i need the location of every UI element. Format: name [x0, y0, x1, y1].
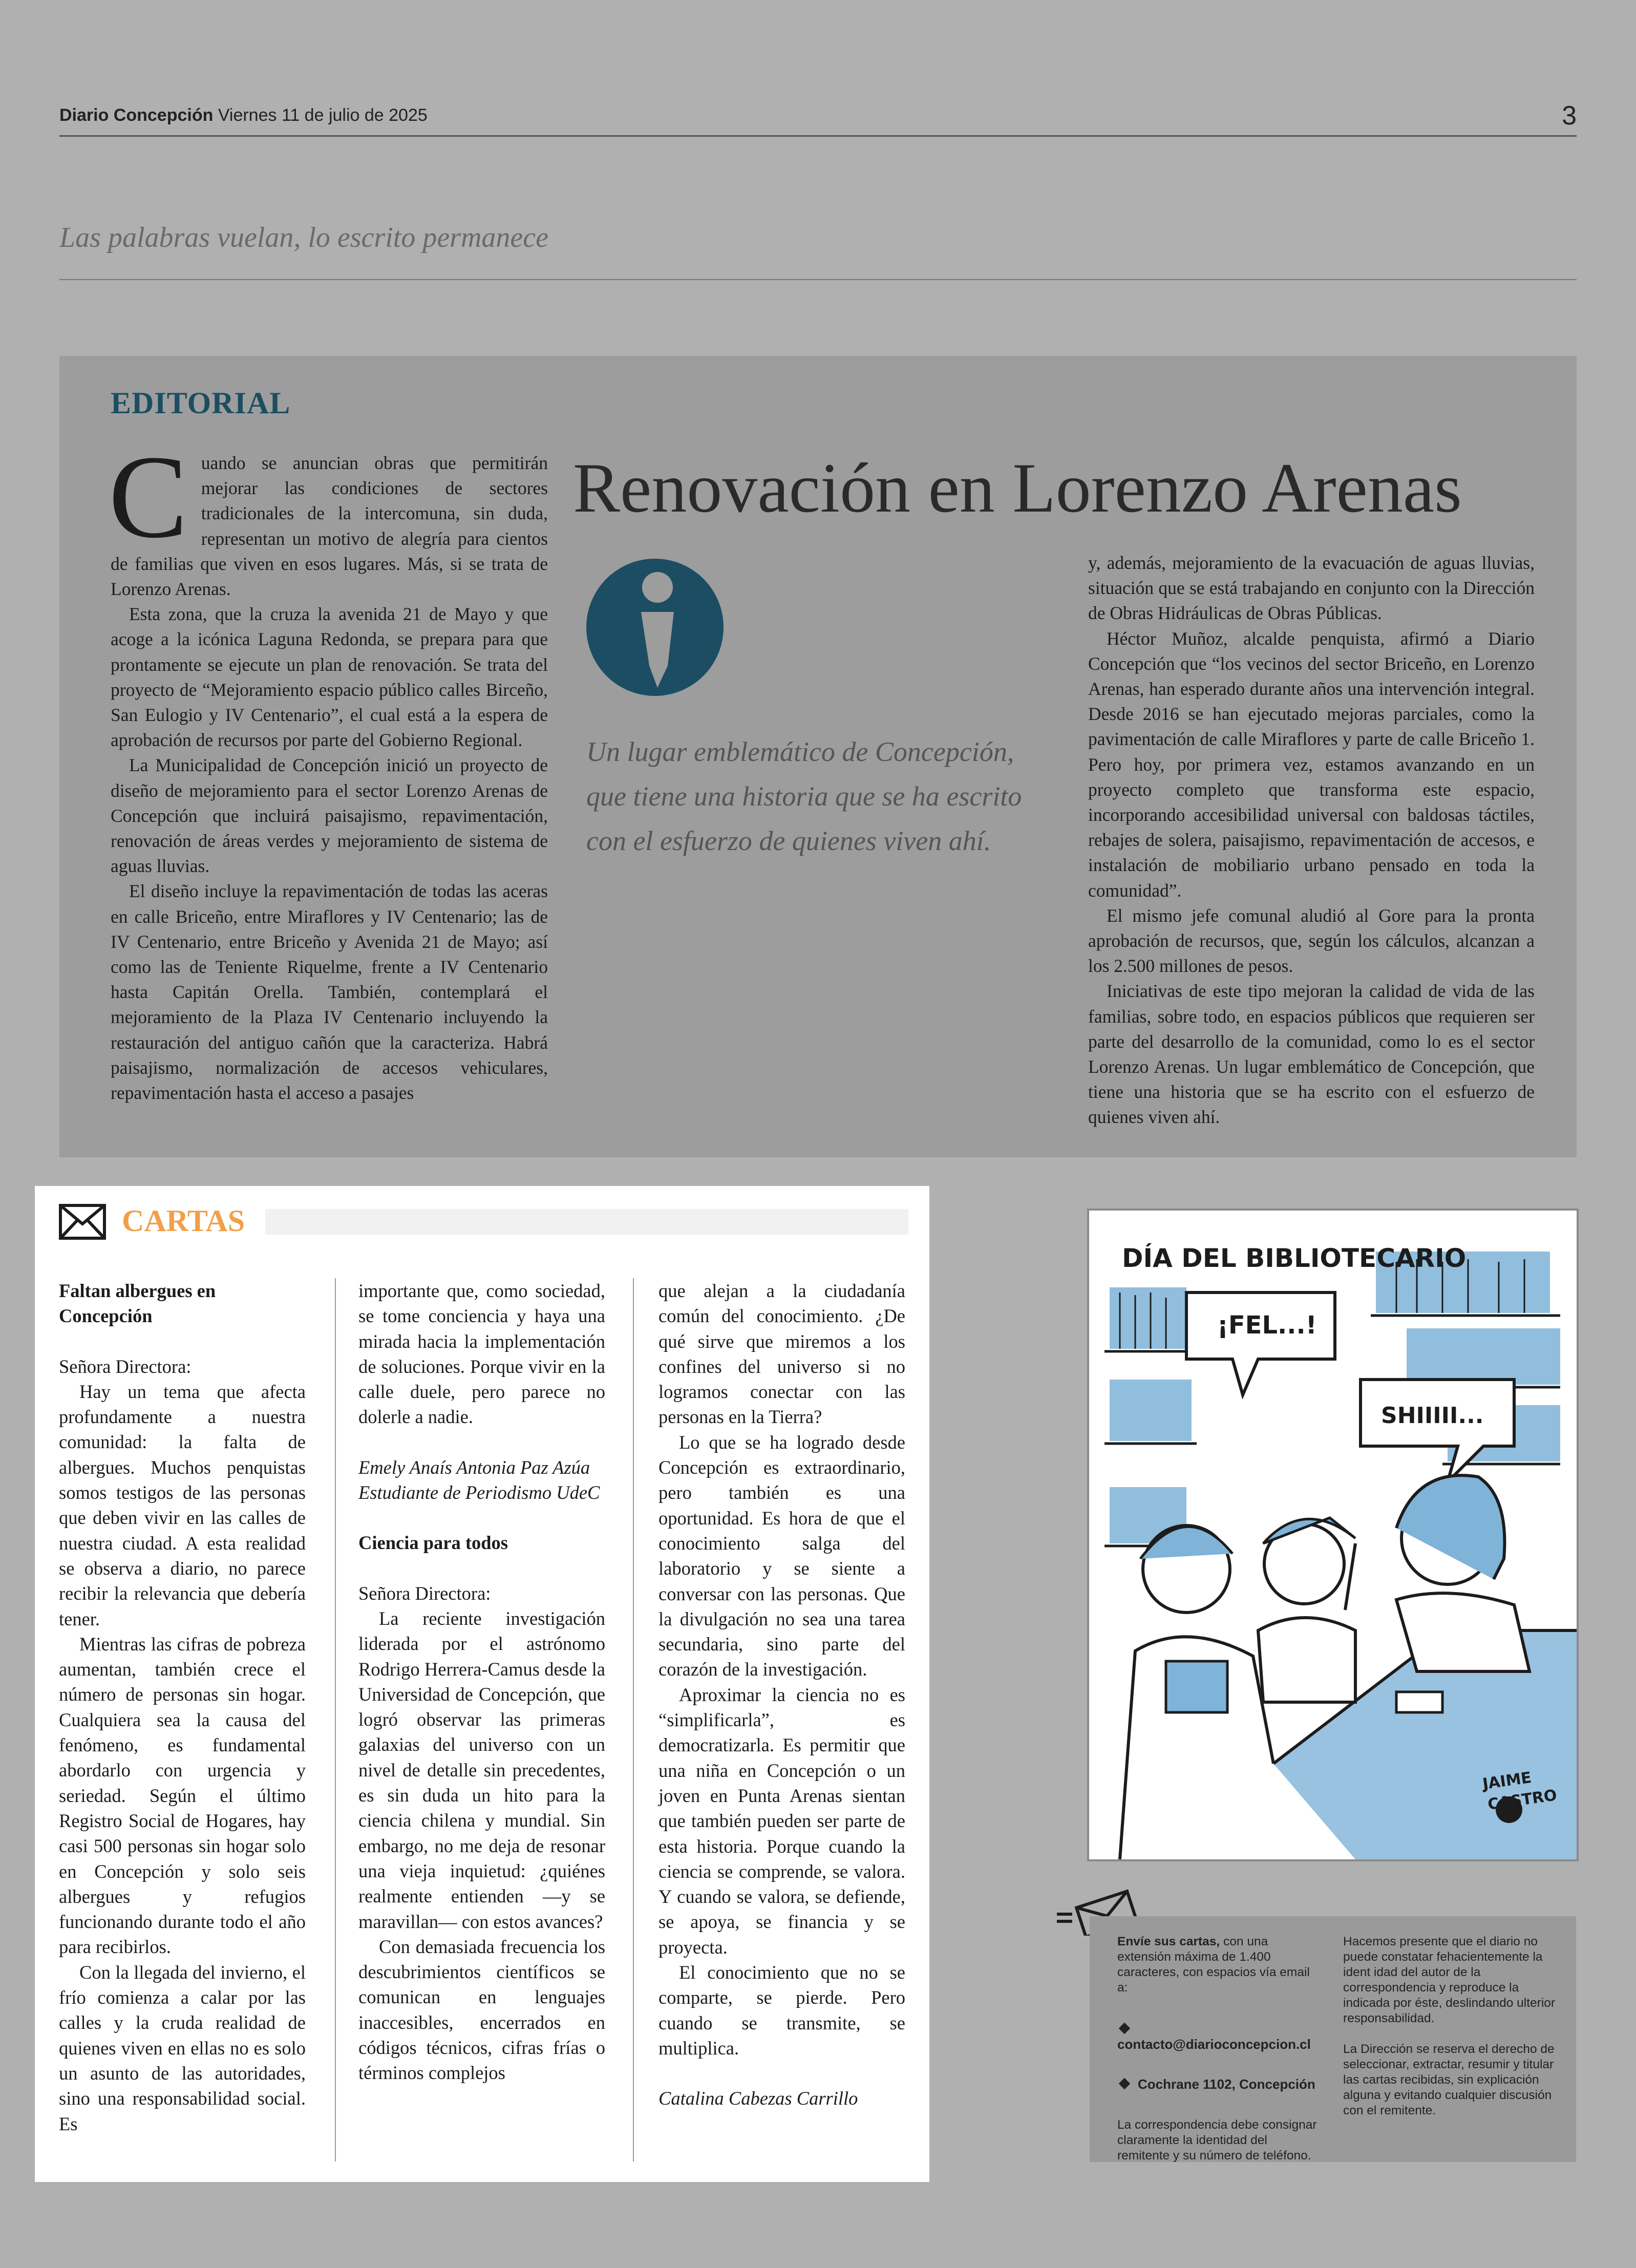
letter-paragraph: Hay un tema que afecta profundamente a nuestra comunidad: la falta de albergues. Muchos penquistas somos testigos de las personas que deben vivir en las calles de nuestra ciudad. A esta realidad se observa a diario, no parece recibir la relevancia que debería tener.	[59, 1381, 306, 1629]
letters-column-1	[59, 1278, 306, 2136]
cartoon-title: DÍA DEL BIBLIOTECARIO	[1122, 1243, 1467, 1273]
section-tagline: Las palabras vuelan, lo escrito permanece	[59, 222, 548, 253]
letter-salutation: Señora Directora:	[59, 1355, 192, 1377]
letters-column-3	[658, 1278, 905, 2111]
send-instructions: Envíe sus cartas, con una extensión máxima de 1.400 caracteres, con espacios vía email a:	[1117, 1935, 1310, 1995]
envelope-icon	[58, 1203, 107, 1240]
letters-info-box	[1090, 1916, 1576, 2162]
page-number: 3	[1562, 101, 1577, 131]
letter-paragraph: Lo que se ha logrado desde Concepción es extraordinario, pero también es una oportunidad. Es hora de que el conocimiento salga del laboratorio y se siente a conversar con las personas. Que la divulgación no sea una tarea secundaria, sino parte del corazón de la investigación.	[658, 1431, 905, 1680]
masthead	[59, 105, 428, 125]
letter-paragraph: El conocimiento que no se comparte, se pierde. Pero cuando se transmite, se multiplica.	[658, 1962, 905, 2059]
issue-date: Viernes 11 de julio de 2025	[218, 105, 428, 125]
editorial-column-1	[109, 431, 548, 1106]
bullet-diamond-icon	[1119, 2078, 1131, 2090]
contact-address: Cochrane 1102, Concepción	[1117, 2076, 1322, 2092]
identity-note: La correspondencia debe consignar claramente la identidad del remitente y su número de teléfono.	[1117, 2118, 1317, 2163]
letter-paragraph: que alejan a la ciudadanía común del conocimiento. ¿De qué sirve que miremos a los confines del universo si no logramos conectar con las personas en la Tierra?	[658, 1280, 905, 1428]
letter-paragraph: Aproximar la ciencia no es “simplificarla”, es democratizarla. Es permitir que una niña en Concepción o un joven en Punta Arenas sientan que también pueden ser parte de esta historia. Porque cuando la ciencia se comprende, se valora. Y cuando se valora, se defiende, se apoya, se financia y se proyecta.	[658, 1684, 905, 1958]
letter-signature-role: Estudiante de Periodismo UdeC	[358, 1482, 600, 1503]
editorial-paragraph: La Municipalidad de Concepción inició un proyecto de diseño de mejoramiento para el sector Lorenzo Arenas de Concepción que incluirá paisajismo, repavimentación, renovación de áreas verdes y mejoramiento de sistema de aguas lluvias.	[111, 755, 548, 877]
header-rule	[59, 135, 1577, 137]
letter-title: Faltan albergues en Concepción	[59, 1280, 216, 1327]
column-divider	[633, 1278, 634, 2161]
disclaimer-paragraph: La Dirección se reserva el derecho de seleccionar, extractar, resumir y titular las cartas recibidas, sin explicación alguna y evitando cualquier discusión con el remitente.	[1343, 2042, 1555, 2117]
letters-column-2	[358, 1278, 605, 2086]
editorial-label: EDITORIAL	[111, 386, 291, 420]
contact-email: contacto@diarioconcepcion.cl	[1117, 2021, 1322, 2052]
editorial-title: Renovación en Lorenzo Arenas	[573, 449, 1462, 527]
drop-cap: C	[109, 431, 188, 563]
tagline-rule	[59, 279, 1577, 280]
editorial-paragraph: Iniciativas de este tipo mejoran la calidad de vida de las familias, sobre todo, en espacios públicos que requieren ser parte del desarrollo de la comunidad, como lo es el sector Lorenzo Arenas. Un lugar emblemático de Concepción, que tiene una historia que se ha escrito con el esfuerzo de quienes viven ahí.	[1088, 981, 1535, 1128]
cartoon-illustration	[1089, 1211, 1577, 1859]
editorial-column-3	[1088, 550, 1535, 1130]
info-right-column	[1343, 1934, 1558, 2118]
brand-name: Diario Concepción	[59, 105, 214, 125]
disclaimer-paragraph: Hacemos presente que el diario no puede constatar fehacientemente la ident idad del autor de la correspondencia y reproduce la indicada por éste, deslindando ulterior responsabilidad.	[1343, 1935, 1556, 2025]
pull-quote: Un lugar emblemático de Concepción, que tiene una historia que se ha escrito con el esfuerzo de quienes viven ahí.	[586, 736, 1022, 856]
editorial-lead: Cuando se anuncian obras que permitirán mejorar las condiciones de sectores tradicionales de la intercomuna, sin duda, representan un motivo de alegría para cientos de familias que viven en esos lugares. Más, si se trata de Lorenzo Arenas.	[109, 431, 548, 600]
cartoon-panel	[1087, 1209, 1579, 1861]
letter-paragraph: importante que, como sociedad, se tome conciencia y haya una mirada hacia la implementación de soluciones. Porque vivir en la calle duele, pero parece no dolerle a nadie.	[358, 1280, 605, 1428]
cartoon-bubble-2: SHIIIII...	[1381, 1403, 1484, 1429]
info-left-column	[1117, 1934, 1322, 2164]
letters-header-bar	[265, 1209, 908, 1235]
letter-paragraph: Con demasiada frecuencia los descubrimientos científicos se comunican en lenguajes inaccesibles, encerrados en códigos técnicos, cifras frías o términos complejos	[358, 1936, 605, 2084]
editorial-paragraph: Esta zona, que la cruza la avenida 21 de Mayo y que acoge a la icónica Laguna Redonda, se prepara para que prontamente se ejecute un plan de renovación. Se trata del proyecto de “Mejoramiento espacio público calles Birceño, San Eulogio y IV Centenario”, el cual está a la espera de aprobación de recursos por parte del Gobierno Regional.	[111, 604, 548, 751]
letter-paragraph: Con la llegada del invierno, el frío comienza a calar por las calles y la cruda realidad de quienes viven en ellas no es solo un asunto de las autoridades, sino una responsabilidad social. Es	[59, 1961, 306, 2134]
letter-signature-name: Emely Anaís Antonia Paz Azúa	[358, 1456, 590, 1478]
letter-paragraph: La reciente investigación liderada por el astrónomo Rodrigo Herrera-Camus desde la Universidad de Concepción, que logró observar las primeras galaxias del universo con un nivel de detalle sin precedentes, es sin duda un hito para la ciencia chilena y mundial. Sin embargo, no me deja de resonar una vieja inquietud: ¿quiénes realmente entienden —y se maravillan— con estos avances?	[358, 1607, 605, 1932]
editorial-paragraph: El mismo jefe comunal aludió al Gore para la pronta aprobación de recursos, que, según los cálculos, alcanzan a los 2.500 millones de pesos.	[1088, 905, 1535, 977]
letter-salutation: Señora Directora:	[358, 1582, 491, 1604]
info-logo-icon	[586, 556, 724, 699]
bullet-diamond-icon	[1119, 2023, 1131, 2034]
letter-paragraph: Mientras las cifras de pobreza aumentan, también crece el número de personas sin hogar. Cualquiera sea la causa del fenómeno, es fundamental abordarlo con urgencia y seriedad. Según el último Registro Social de Hogares, hay casi 500 personas sin hogar solo en Concepción y solo seis albergues y refugios funcionando durante todo el año para recibirlos.	[59, 1633, 306, 1958]
cartoon-bubble-1: ¡FEL...!	[1217, 1311, 1317, 1340]
editorial-paragraph: y, además, mejoramiento de la evacuación de aguas lluvias, situación que se está trabajando en conjunto con la Dirección de Obras Hidráulicas de Obras Públicas.	[1088, 553, 1535, 624]
editorial-paragraph: Héctor Muñoz, alcalde penquista, afirmó a Diario Concepción que “los vecinos del sector Briceño, en Lorenzo Arenas, han esperado durante años una intervención integral. Desde 2016 se han ejecutado mejoras parciales, como la pavimentación de calle Miraflores y parte de calle Briceño 1. Pero hoy, por primera vez, estamos avanzando en un proyecto completo que transforma este espacio, incorporando accesibilidad universal con baldosas táctiles, rebajes de solera, paisajismo, repavimentación de accesos, e instalación de mobiliario urbano pensado en toda la comunidad”.	[1088, 628, 1535, 901]
editorial-box	[59, 356, 1577, 1157]
cartoon-artist-line-1: JAIME	[1481, 1768, 1533, 1793]
editorial-paragraph: El diseño incluye la repavimentación de todas las aceras en calle Briceño, entre Miraflores y IV Centenario; las de IV Centenario, entre Briceño y Avenida 21 de Mayo; así como las de Teniente Riquelme, frente a IV Centenario hasta Capitán Orella. También, contemplará el mejoramiento de la Plaza IV Centenario incluyendo la restauración del antiguo cañón que la caracteriza. Habrá paisajismo, normalización de accesos vehiculares, repavimentación hasta el acceso a pasajes	[111, 881, 548, 1104]
letters-label: CARTAS	[122, 1204, 245, 1238]
column-divider	[335, 1278, 336, 2161]
cartoon-artist-line-2: CASTRO	[1486, 1786, 1558, 1814]
letters-section	[35, 1186, 929, 2182]
letter-title: Ciencia para todos	[358, 1532, 508, 1554]
letter-signature-name: Catalina Cabezas Carrillo	[658, 2088, 858, 2109]
